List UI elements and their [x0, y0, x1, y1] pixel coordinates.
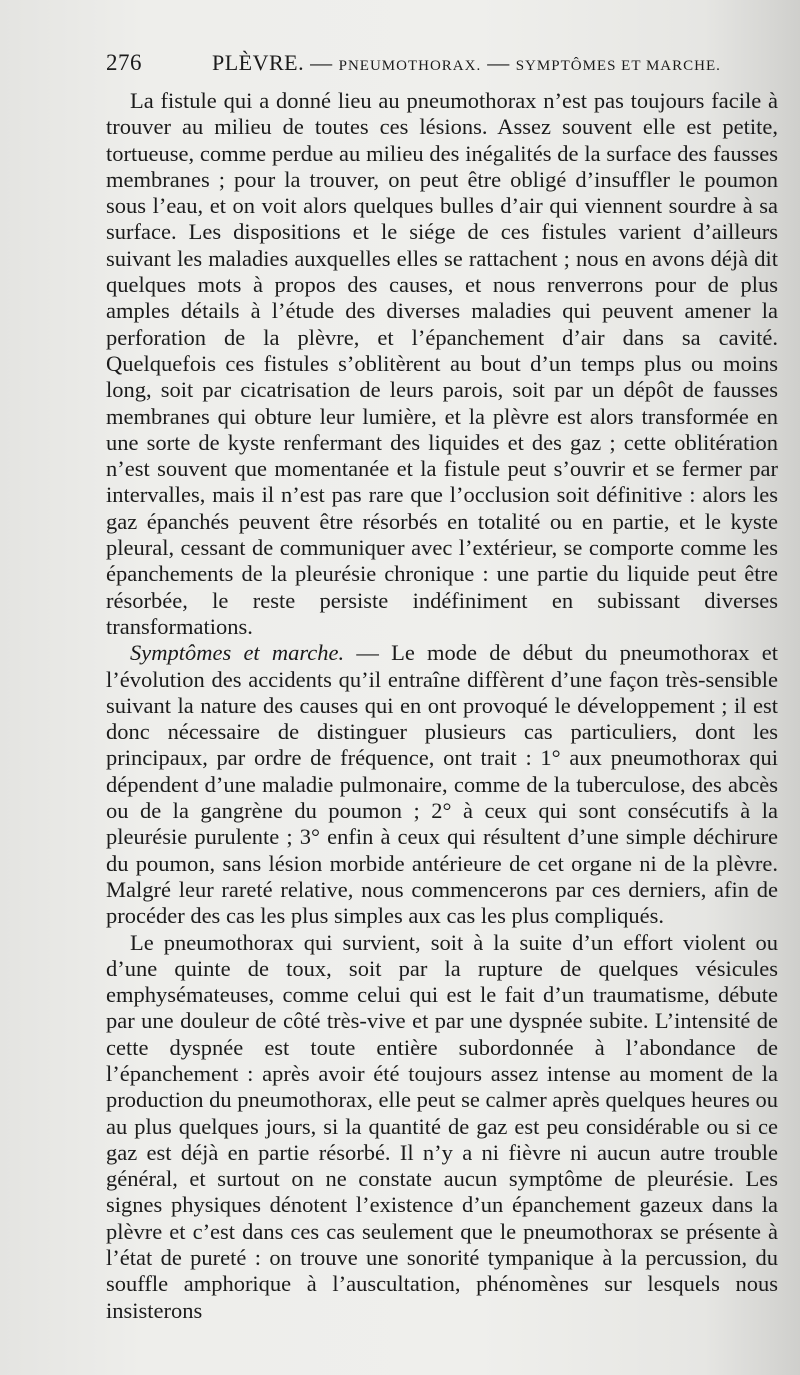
section-main: PLÈVRE.: [212, 50, 305, 75]
header-dash-2: —: [481, 50, 516, 75]
page-bottom-margin: [0, 1290, 800, 1375]
paragraph-pneumothorax-simple: Le pneumothorax qui survient, soit à la suite d’un effort violent ou d’une quinte de toux, soit par la rupture de quelques vésicules emphysémateuses, comme celui qui est le fait d’un traumatisme, débute par une douleur de côté très-vive et par une dyspnée subite. L’intensité de cette dyspnée est toute entière subordonnée à l’abondance de l’épanchement : après avoir été toujours assez intense au moment de la production du pneumothorax, elle peut se calmer après quelques heures ou au plus quelques jours, si la quantité de gaz est peu considérable ou si ce gaz est déjà en partie résorbé. Il n’y a ni fièvre ni aucun autre trouble général, et surtout on ne constate aucun symptôme de pleurésie. Les signes physiques dénotent l’existence d’un épanchement gazeux dans la plèvre et c’est dans ces cas seulement que le pneumothorax se présente à l’état de pureté : on trouve une sonorité tympanique à la percussion, du souffle amphorique à l’auscultation, phénomènes sur lesquels nous insisterons: [106, 929, 778, 1323]
running-head-title: [212, 50, 721, 76]
running-header: [106, 50, 776, 80]
section-sub1: PNEUMOTHORAX.: [338, 58, 482, 74]
header-dash-1: —: [304, 50, 339, 75]
paragraph-symptomes: [106, 640, 778, 929]
body-text: [106, 88, 778, 1324]
paragraph-fistule: La fistule qui a donné lieu au pneumothorax n’est pas toujours facile à trouver au milieu de toutes ces lésions. Assez souvent elle est petite, tortueuse, comme perdue au milieu des inégalités de la surface des fausses membranes ; pour la trouver, on peut être obligé d’insuffler le poumon sous l’eau, et on voit alors quelques bulles d’air qui viennent sourdre à sa surface. Les dispositions et le siége de ces fistules varient d’ailleurs suivant les maladies auxquelles elles se rattachent ; nous en avons déjà dit quelques mots à propos des causes, et nous renverrons pour de plus amples détails à l’étude des diverses maladies qui peuvent amener la perforation de la plèvre, et l’épanchement d’air dans sa cavité. Quelquefois ces fistules s’oblitèrent au bout d’un temps plus ou moins long, soit par cicatrisation de leurs parois, soit par un dépôt de fausses membranes qui obture leur lumière, et la plèvre est alors transformée en une sorte de kyste renfermant des liquides et des gaz ; cette oblitération n’est souvent que momentanée et la fistule peut s’ouvrir et se fermer par intervalles, mais il n’est pas rare que l’occlusion soit définitive : alors les gaz épanchés peuvent être résorbés en totalité ou en partie, et le kyste pleural, cessant de communiquer avec l’extérieur, se comporte comme les épanchements de la pleurésie chronique : une partie du liquide peut être résorbée, le reste persiste indéfiniment en subissant diverses transformations.: [106, 88, 778, 639]
paragraph-symptomes-text: — Le mode de début du pneumothorax et l’évolution des accidents qu’il entraîne diffèrent d’une façon très-sensible suivant la nature des causes qui en ont provoqué le développement ; il est donc nécessaire de distinguer plusieurs cas particuliers, dont les principaux, par ordre de fréquence, ont trait : 1° aux pneumothorax qui dépendent d’une maladie pulmonaire, comme de la tuberculose, des abcès ou de la gangrène du poumon ; 2° à ceux qui sont consécutifs à la pleurésie purulente ; 3° enfin à ceux qui résultent d’une simple déchirure du poumon, sans lésion morbide antérieure de cet organe ni de la plèvre. Malgré leur rareté relative, nous commencerons par ces derniers, afin de procéder des cas les plus simples aux cas les plus compliqués.: [106, 640, 778, 929]
page-number: 276: [106, 50, 142, 75]
section-heading-symptomes: Symptômes et marche.: [130, 640, 345, 666]
section-sub2: SYMPTÔMES ET MARCHE.: [515, 58, 721, 74]
